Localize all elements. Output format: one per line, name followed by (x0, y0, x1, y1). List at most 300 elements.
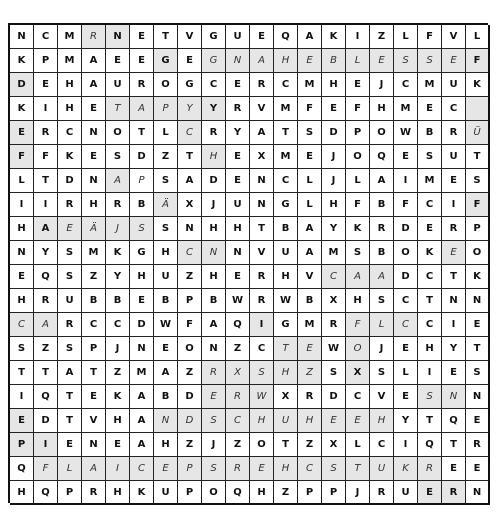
grid-cell-r19-c8[interactable]: P (178, 457, 202, 481)
grid-cell-r10-c4[interactable]: M (82, 241, 106, 265)
grid-cell-r17-c13[interactable]: H (298, 409, 322, 433)
grid-cell-r10-c16[interactable]: B (370, 241, 394, 265)
grid-cell-r11-c3[interactable]: S (58, 265, 82, 289)
grid-cell-r4-c17[interactable]: M (394, 97, 418, 121)
grid-cell-r19-c5[interactable]: I (106, 457, 130, 481)
grid-cell-r16-c3[interactable]: T (58, 385, 82, 409)
grid-cell-r1-c8[interactable]: V (178, 25, 202, 49)
grid-cell-r9-c8[interactable]: N (178, 217, 202, 241)
grid-cell-r7-c19[interactable]: E (442, 169, 466, 193)
grid-cell-r16-c12[interactable]: X (274, 385, 298, 409)
grid-cell-r11-c17[interactable]: D (394, 265, 418, 289)
grid-cell-r11-c5[interactable]: Y (106, 265, 130, 289)
grid-cell-r11-c19[interactable]: T (442, 265, 466, 289)
grid-cell-r10-c17[interactable]: O (394, 241, 418, 265)
grid-cell-r3-c16[interactable]: J (370, 73, 394, 97)
grid-cell-r4-c12[interactable]: M (274, 97, 298, 121)
grid-cell-r20-c17[interactable]: U (394, 481, 418, 505)
grid-cell-r4-c18[interactable]: E (418, 97, 442, 121)
grid-cell-r19-c13[interactable]: C (298, 457, 322, 481)
grid-cell-r4-c11[interactable]: V (250, 97, 274, 121)
grid-cell-r17-c5[interactable]: H (106, 409, 130, 433)
grid-cell-r10-c19[interactable]: E (442, 241, 466, 265)
grid-cell-r8-c3[interactable]: R (58, 193, 82, 217)
grid-cell-r20-c2[interactable]: Q (34, 481, 58, 505)
grid-cell-r16-c17[interactable]: E (394, 385, 418, 409)
grid-cell-r20-c11[interactable]: H (250, 481, 274, 505)
grid-cell-r5-c3[interactable]: C (58, 121, 82, 145)
grid-cell-r13-c9[interactable]: A (202, 313, 226, 337)
grid-cell-r17-c19[interactable]: Q (442, 409, 466, 433)
grid-cell-r15-c14[interactable]: S (322, 361, 346, 385)
grid-cell-r6-c15[interactable]: O (346, 145, 370, 169)
grid-cell-r16-c1[interactable]: I (10, 385, 34, 409)
grid-cell-r15-c20[interactable]: S (466, 361, 490, 385)
grid-cell-r3-c2[interactable]: E (34, 73, 58, 97)
grid-cell-r6-c13[interactable]: E (298, 145, 322, 169)
grid-cell-r10-c15[interactable]: S (346, 241, 370, 265)
grid-cell-r15-c16[interactable]: S (370, 361, 394, 385)
grid-cell-r6-c6[interactable]: D (130, 145, 154, 169)
grid-cell-r19-c12[interactable]: H (274, 457, 298, 481)
grid-cell-r1-c4[interactable]: R (82, 25, 106, 49)
grid-cell-r19-c15[interactable]: T (346, 457, 370, 481)
grid-cell-r7-c20[interactable]: S (466, 169, 490, 193)
grid-cell-r10-c11[interactable]: V (250, 241, 274, 265)
grid-cell-r3-c3[interactable]: H (58, 73, 82, 97)
grid-cell-r7-c3[interactable]: D (58, 169, 82, 193)
grid-cell-r15-c15[interactable]: X (346, 361, 370, 385)
grid-cell-r12-c19[interactable]: N (442, 289, 466, 313)
grid-cell-r10-c8[interactable]: C (178, 241, 202, 265)
grid-cell-r16-c4[interactable]: E (82, 385, 106, 409)
grid-cell-r9-c14[interactable]: Y (322, 217, 346, 241)
grid-cell-r7-c5[interactable]: A (106, 169, 130, 193)
grid-cell-r9-c12[interactable]: B (274, 217, 298, 241)
grid-cell-r2-c2[interactable]: P (34, 49, 58, 73)
grid-cell-r18-c16[interactable]: C (370, 433, 394, 457)
grid-cell-r3-c18[interactable]: M (418, 73, 442, 97)
grid-cell-r1-c2[interactable]: C (34, 25, 58, 49)
grid-cell-r3-c19[interactable]: U (442, 73, 466, 97)
grid-cell-r8-c20[interactable]: F (466, 193, 490, 217)
grid-cell-r3-c14[interactable]: H (322, 73, 346, 97)
grid-cell-r5-c6[interactable]: T (130, 121, 154, 145)
grid-cell-r3-c20[interactable]: K (466, 73, 490, 97)
grid-cell-r14-c13[interactable]: E (298, 337, 322, 361)
grid-cell-r15-c18[interactable]: I (418, 361, 442, 385)
grid-cell-r8-c2[interactable]: I (34, 193, 58, 217)
grid-cell-r7-c4[interactable]: N (82, 169, 106, 193)
grid-cell-r17-c17[interactable]: Y (394, 409, 418, 433)
grid-cell-r14-c14[interactable]: W (322, 337, 346, 361)
grid-cell-r20-c4[interactable]: R (82, 481, 106, 505)
grid-cell-r12-c9[interactable]: B (202, 289, 226, 313)
grid-cell-r2-c15[interactable]: L (346, 49, 370, 73)
grid-cell-r3-c13[interactable]: M (298, 73, 322, 97)
grid-cell-r5-c11[interactable]: A (250, 121, 274, 145)
grid-cell-r12-c15[interactable]: H (346, 289, 370, 313)
grid-cell-r7-c14[interactable]: J (322, 169, 346, 193)
grid-cell-r15-c2[interactable]: T (34, 361, 58, 385)
grid-cell-r16-c5[interactable]: K (106, 385, 130, 409)
grid-cell-r19-c9[interactable]: S (202, 457, 226, 481)
grid-cell-r13-c14[interactable]: R (322, 313, 346, 337)
grid-cell-r6-c10[interactable]: E (226, 145, 250, 169)
grid-cell-r9-c2[interactable]: A (34, 217, 58, 241)
grid-cell-r12-c2[interactable]: R (34, 289, 58, 313)
grid-cell-r2-c20[interactable]: F (466, 49, 490, 73)
grid-cell-r12-c1[interactable]: H (10, 289, 34, 313)
grid-cell-r14-c10[interactable]: Z (226, 337, 250, 361)
grid-cell-r9-c15[interactable]: K (346, 217, 370, 241)
grid-cell-r4-c13[interactable]: F (298, 97, 322, 121)
grid-cell-r12-c20[interactable]: N (466, 289, 490, 313)
grid-cell-r5-c8[interactable]: C (178, 121, 202, 145)
grid-cell-r7-c6[interactable]: P (130, 169, 154, 193)
grid-cell-r16-c8[interactable]: D (178, 385, 202, 409)
grid-cell-r18-c11[interactable]: O (250, 433, 274, 457)
grid-cell-r17-c6[interactable]: A (130, 409, 154, 433)
grid-cell-r11-c1[interactable]: E (10, 265, 34, 289)
grid-cell-r7-c12[interactable]: C (274, 169, 298, 193)
grid-cell-r5-c4[interactable]: N (82, 121, 106, 145)
grid-cell-r6-c9[interactable]: H (202, 145, 226, 169)
grid-cell-r20-c15[interactable]: J (346, 481, 370, 505)
grid-cell-r3-c7[interactable]: O (154, 73, 178, 97)
grid-cell-r3-c10[interactable]: E (226, 73, 250, 97)
grid-cell-r3-c15[interactable]: E (346, 73, 370, 97)
grid-cell-r18-c14[interactable]: X (322, 433, 346, 457)
grid-cell-r19-c14[interactable]: S (322, 457, 346, 481)
grid-cell-r11-c4[interactable]: Z (82, 265, 106, 289)
grid-cell-r5-c19[interactable]: R (442, 121, 466, 145)
grid-cell-r14-c9[interactable]: N (202, 337, 226, 361)
grid-cell-r11-c10[interactable]: E (226, 265, 250, 289)
grid-cell-r5-c16[interactable]: O (370, 121, 394, 145)
grid-cell-r14-c15[interactable]: O (346, 337, 370, 361)
grid-cell-r3-c12[interactable]: C (274, 73, 298, 97)
grid-cell-r14-c7[interactable]: E (154, 337, 178, 361)
grid-cell-r5-c14[interactable]: D (322, 121, 346, 145)
grid-cell-r9-c18[interactable]: E (418, 217, 442, 241)
grid-cell-r19-c16[interactable]: U (370, 457, 394, 481)
grid-cell-r7-c1[interactable]: L (10, 169, 34, 193)
grid-cell-r10-c1[interactable]: N (10, 241, 34, 265)
grid-cell-r1-c17[interactable]: L (394, 25, 418, 49)
grid-cell-r11-c2[interactable]: Q (34, 265, 58, 289)
grid-cell-r20-c14[interactable]: P (322, 481, 346, 505)
grid-cell-r12-c14[interactable]: X (322, 289, 346, 313)
grid-cell-r4-c5[interactable]: T (106, 97, 130, 121)
grid-cell-r9-c3[interactable]: E (58, 217, 82, 241)
grid-cell-r5-c12[interactable]: T (274, 121, 298, 145)
grid-cell-r7-c7[interactable]: S (154, 169, 178, 193)
grid-cell-r4-c3[interactable]: H (58, 97, 82, 121)
grid-cell-r12-c10[interactable]: W (226, 289, 250, 313)
grid-cell-r1-c5[interactable]: N (106, 25, 130, 49)
grid-cell-r18-c15[interactable]: L (346, 433, 370, 457)
grid-cell-r12-c18[interactable]: T (418, 289, 442, 313)
grid-cell-r19-c18[interactable]: R (418, 457, 442, 481)
grid-cell-r11-c18[interactable]: C (418, 265, 442, 289)
grid-cell-r20-c3[interactable]: P (58, 481, 82, 505)
grid-cell-r12-c17[interactable]: C (394, 289, 418, 313)
grid-cell-r13-c2[interactable]: A (34, 313, 58, 337)
grid-cell-r18-c17[interactable]: I (394, 433, 418, 457)
grid-cell-r2-c8[interactable]: E (178, 49, 202, 73)
grid-cell-r8-c17[interactable]: F (394, 193, 418, 217)
grid-cell-r17-c3[interactable]: T (58, 409, 82, 433)
grid-cell-r9-c11[interactable]: T (250, 217, 274, 241)
grid-cell-r8-c5[interactable]: R (106, 193, 130, 217)
grid-cell-r5-c1[interactable]: E (10, 121, 34, 145)
grid-cell-r19-c17[interactable]: K (394, 457, 418, 481)
grid-cell-r13-c4[interactable]: C (82, 313, 106, 337)
grid-cell-r16-c11[interactable]: W (250, 385, 274, 409)
grid-cell-r3-c8[interactable]: G (178, 73, 202, 97)
grid-cell-r1-c19[interactable]: V (442, 25, 466, 49)
grid-cell-r13-c19[interactable]: I (442, 313, 466, 337)
grid-cell-r7-c15[interactable]: L (346, 169, 370, 193)
grid-cell-r2-c19[interactable]: E (442, 49, 466, 73)
grid-cell-r20-c9[interactable]: O (202, 481, 226, 505)
grid-cell-r6-c18[interactable]: S (418, 145, 442, 169)
grid-cell-r17-c14[interactable]: E (322, 409, 346, 433)
grid-cell-r1-c14[interactable]: K (322, 25, 346, 49)
grid-cell-r18-c18[interactable]: Q (418, 433, 442, 457)
grid-cell-r10-c2[interactable]: Y (34, 241, 58, 265)
grid-cell-r17-c20[interactable]: E (466, 409, 490, 433)
grid-cell-r4-c15[interactable]: F (346, 97, 370, 121)
grid-cell-r16-c20[interactable]: N (466, 385, 490, 409)
grid-cell-r4-c2[interactable]: I (34, 97, 58, 121)
grid-cell-r17-c11[interactable]: H (250, 409, 274, 433)
grid-cell-r7-c2[interactable]: T (34, 169, 58, 193)
grid-cell-r9-c1[interactable]: H (10, 217, 34, 241)
grid-cell-r6-c11[interactable]: X (250, 145, 274, 169)
grid-cell-r6-c8[interactable]: T (178, 145, 202, 169)
grid-cell-r1-c3[interactable]: M (58, 25, 82, 49)
grid-cell-r12-c6[interactable]: E (130, 289, 154, 313)
grid-cell-r16-c16[interactable]: V (370, 385, 394, 409)
grid-cell-r20-c7[interactable]: U (154, 481, 178, 505)
grid-cell-r4-c16[interactable]: H (370, 97, 394, 121)
grid-cell-r8-c8[interactable]: X (178, 193, 202, 217)
grid-cell-r3-c9[interactable]: C (202, 73, 226, 97)
grid-cell-r15-c8[interactable]: Z (178, 361, 202, 385)
grid-cell-r16-c10[interactable]: R (226, 385, 250, 409)
grid-cell-r9-c7[interactable]: S (154, 217, 178, 241)
grid-cell-r11-c12[interactable]: H (274, 265, 298, 289)
grid-cell-r2-c7[interactable]: G (154, 49, 178, 73)
grid-cell-r4-c14[interactable]: E (322, 97, 346, 121)
grid-cell-r12-c5[interactable]: B (106, 289, 130, 313)
grid-cell-r13-c17[interactable]: C (394, 313, 418, 337)
grid-cell-r15-c7[interactable]: A (154, 361, 178, 385)
grid-cell-r9-c10[interactable]: H (226, 217, 250, 241)
grid-cell-r19-c3[interactable]: L (58, 457, 82, 481)
grid-cell-r2-c14[interactable]: B (322, 49, 346, 73)
grid-cell-r20-c16[interactable]: R (370, 481, 394, 505)
grid-cell-r7-c17[interactable]: I (394, 169, 418, 193)
grid-cell-r1-c6[interactable]: E (130, 25, 154, 49)
grid-cell-r6-c14[interactable]: J (322, 145, 346, 169)
grid-cell-r1-c10[interactable]: U (226, 25, 250, 49)
grid-cell-r20-c10[interactable]: Q (226, 481, 250, 505)
grid-cell-r17-c9[interactable]: S (202, 409, 226, 433)
grid-cell-r14-c1[interactable]: S (10, 337, 34, 361)
grid-cell-r8-c1[interactable]: I (10, 193, 34, 217)
grid-cell-r17-c16[interactable]: H (370, 409, 394, 433)
grid-cell-r3-c1[interactable]: D (10, 73, 34, 97)
grid-cell-r5-c5[interactable]: O (106, 121, 130, 145)
grid-cell-r8-c10[interactable]: U (226, 193, 250, 217)
grid-cell-r7-c10[interactable]: E (226, 169, 250, 193)
grid-cell-r19-c2[interactable]: F (34, 457, 58, 481)
grid-cell-r17-c8[interactable]: D (178, 409, 202, 433)
grid-cell-r3-c11[interactable]: R (250, 73, 274, 97)
grid-cell-r11-c8[interactable]: Z (178, 265, 202, 289)
grid-cell-r5-c15[interactable]: P (346, 121, 370, 145)
grid-cell-r14-c2[interactable]: Z (34, 337, 58, 361)
grid-cell-r10-c14[interactable]: M (322, 241, 346, 265)
grid-cell-r16-c15[interactable]: C (346, 385, 370, 409)
grid-cell-r13-c15[interactable]: F (346, 313, 370, 337)
grid-cell-r19-c1[interactable]: Q (10, 457, 34, 481)
grid-cell-r15-c5[interactable]: Z (106, 361, 130, 385)
grid-cell-r8-c6[interactable]: B (130, 193, 154, 217)
grid-cell-r7-c16[interactable]: A (370, 169, 394, 193)
grid-cell-r11-c20[interactable]: K (466, 265, 490, 289)
grid-cell-r4-c20[interactable] (466, 97, 490, 121)
grid-cell-r4-c8[interactable]: Y (178, 97, 202, 121)
grid-cell-r20-c5[interactable]: H (106, 481, 130, 505)
grid-cell-r14-c18[interactable]: H (418, 337, 442, 361)
grid-cell-r17-c15[interactable]: E (346, 409, 370, 433)
grid-cell-r1-c11[interactable]: E (250, 25, 274, 49)
grid-cell-r5-c9[interactable]: R (202, 121, 226, 145)
grid-cell-r20-c19[interactable]: R (442, 481, 466, 505)
grid-cell-r9-c6[interactable]: S (130, 217, 154, 241)
grid-cell-r4-c9[interactable]: Y (202, 97, 226, 121)
grid-cell-r7-c13[interactable]: L (298, 169, 322, 193)
grid-cell-r8-c7[interactable]: Ä (154, 193, 178, 217)
grid-cell-r16-c7[interactable]: B (154, 385, 178, 409)
grid-cell-r17-c1[interactable]: E (10, 409, 34, 433)
grid-cell-r17-c2[interactable]: D (34, 409, 58, 433)
grid-cell-r8-c9[interactable]: J (202, 193, 226, 217)
grid-cell-r14-c4[interactable]: P (82, 337, 106, 361)
grid-cell-r19-c11[interactable]: E (250, 457, 274, 481)
grid-cell-r19-c7[interactable]: E (154, 457, 178, 481)
grid-cell-r6-c20[interactable]: T (466, 145, 490, 169)
grid-cell-r13-c3[interactable]: R (58, 313, 82, 337)
grid-cell-r2-c12[interactable]: H (274, 49, 298, 73)
grid-cell-r16-c9[interactable]: E (202, 385, 226, 409)
grid-cell-r18-c5[interactable]: E (106, 433, 130, 457)
grid-cell-r1-c13[interactable]: A (298, 25, 322, 49)
grid-cell-r18-c10[interactable]: Z (226, 433, 250, 457)
grid-cell-r2-c6[interactable]: E (130, 49, 154, 73)
grid-cell-r13-c12[interactable]: G (274, 313, 298, 337)
grid-cell-r13-c5[interactable]: C (106, 313, 130, 337)
grid-cell-r7-c18[interactable]: M (418, 169, 442, 193)
grid-cell-r14-c20[interactable]: T (466, 337, 490, 361)
grid-cell-r10-c3[interactable]: S (58, 241, 82, 265)
grid-cell-r9-c4[interactable]: Ä (82, 217, 106, 241)
grid-cell-r1-c7[interactable]: T (154, 25, 178, 49)
grid-cell-r12-c3[interactable]: U (58, 289, 82, 313)
grid-cell-r15-c10[interactable]: X (226, 361, 250, 385)
grid-cell-r5-c20[interactable]: Ü (466, 121, 490, 145)
grid-cell-r9-c19[interactable]: R (442, 217, 466, 241)
grid-cell-r6-c3[interactable]: K (58, 145, 82, 169)
grid-cell-r17-c18[interactable]: T (418, 409, 442, 433)
grid-cell-r8-c4[interactable]: H (82, 193, 106, 217)
grid-cell-r8-c12[interactable]: G (274, 193, 298, 217)
grid-cell-r12-c16[interactable]: S (370, 289, 394, 313)
grid-cell-r11-c16[interactable]: A (370, 265, 394, 289)
grid-cell-r6-c2[interactable]: F (34, 145, 58, 169)
grid-cell-r8-c15[interactable]: F (346, 193, 370, 217)
grid-cell-r2-c11[interactable]: A (250, 49, 274, 73)
grid-cell-r19-c19[interactable]: E (442, 457, 466, 481)
grid-cell-r15-c17[interactable]: L (394, 361, 418, 385)
grid-cell-r11-c14[interactable]: C (322, 265, 346, 289)
grid-cell-r11-c6[interactable]: H (130, 265, 154, 289)
grid-cell-r14-c16[interactable]: J (370, 337, 394, 361)
grid-cell-r9-c20[interactable]: P (466, 217, 490, 241)
grid-cell-r9-c13[interactable]: A (298, 217, 322, 241)
grid-cell-r15-c19[interactable]: E (442, 361, 466, 385)
grid-cell-r3-c17[interactable]: C (394, 73, 418, 97)
grid-cell-r13-c7[interactable]: W (154, 313, 178, 337)
grid-cell-r11-c13[interactable]: V (298, 265, 322, 289)
grid-cell-r1-c18[interactable]: F (418, 25, 442, 49)
grid-cell-r2-c18[interactable]: S (418, 49, 442, 73)
grid-cell-r15-c9[interactable]: R (202, 361, 226, 385)
grid-cell-r14-c6[interactable]: N (130, 337, 154, 361)
grid-cell-r8-c14[interactable]: H (322, 193, 346, 217)
grid-cell-r20-c18[interactable]: E (418, 481, 442, 505)
grid-cell-r20-c8[interactable]: P (178, 481, 202, 505)
grid-cell-r2-c5[interactable]: E (106, 49, 130, 73)
grid-cell-r15-c13[interactable]: Z (298, 361, 322, 385)
grid-cell-r6-c12[interactable]: M (274, 145, 298, 169)
grid-cell-r15-c6[interactable]: M (130, 361, 154, 385)
grid-cell-r11-c11[interactable]: R (250, 265, 274, 289)
grid-cell-r10-c10[interactable]: N (226, 241, 250, 265)
grid-cell-r5-c18[interactable]: B (418, 121, 442, 145)
grid-cell-r20-c13[interactable]: P (298, 481, 322, 505)
grid-cell-r1-c16[interactable]: Z (370, 25, 394, 49)
grid-cell-r14-c11[interactable]: C (250, 337, 274, 361)
grid-cell-r13-c11[interactable]: I (250, 313, 274, 337)
grid-cell-r18-c6[interactable]: A (130, 433, 154, 457)
grid-cell-r18-c13[interactable]: Z (298, 433, 322, 457)
grid-cell-r3-c4[interactable]: A (82, 73, 106, 97)
grid-cell-r13-c16[interactable]: L (370, 313, 394, 337)
grid-cell-r15-c12[interactable]: H (274, 361, 298, 385)
grid-cell-r1-c20[interactable]: L (466, 25, 490, 49)
grid-cell-r4-c19[interactable]: C (442, 97, 466, 121)
grid-cell-r4-c1[interactable]: K (10, 97, 34, 121)
grid-cell-r9-c9[interactable]: H (202, 217, 226, 241)
grid-cell-r18-c2[interactable]: I (34, 433, 58, 457)
grid-cell-r17-c4[interactable]: V (82, 409, 106, 433)
grid-cell-r10-c13[interactable]: A (298, 241, 322, 265)
